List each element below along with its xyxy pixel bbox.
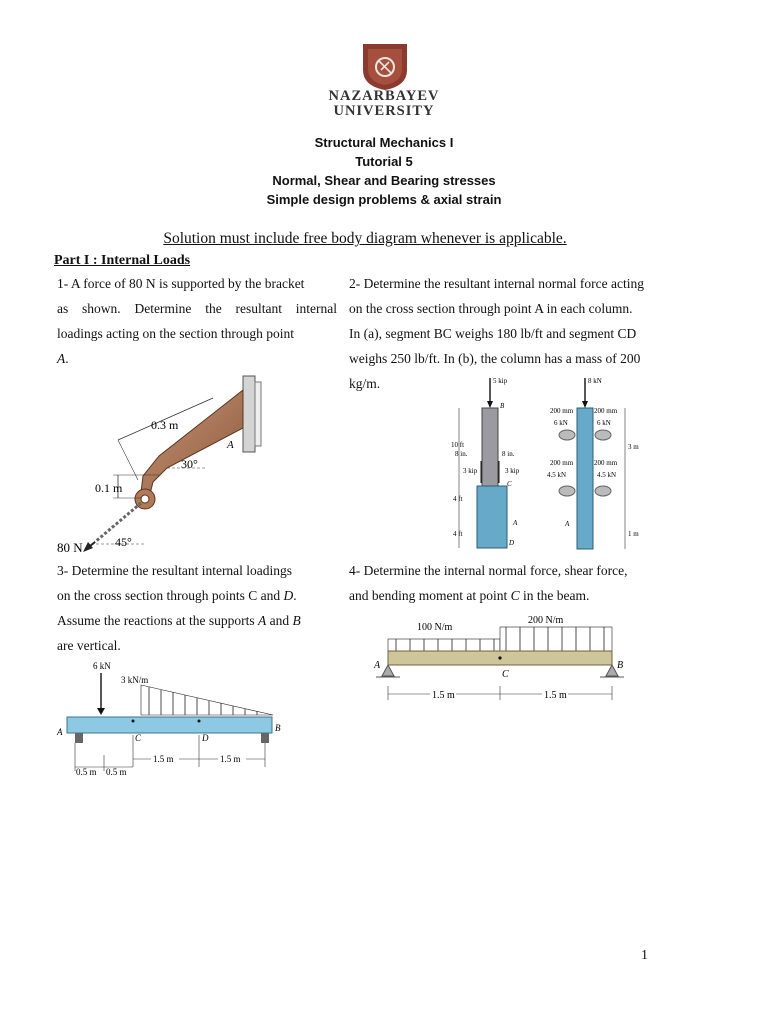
point-a-label: A — [227, 439, 234, 451]
dim-s1-label: 0.5 m — [76, 767, 97, 777]
subtopic-title: Simple design problems & axial strain — [266, 192, 502, 207]
point-d-label: D — [202, 733, 209, 743]
beam-body — [67, 717, 272, 733]
column-a-upper — [482, 408, 498, 486]
force-arrowhead — [83, 542, 93, 552]
point-c-dot — [132, 720, 135, 723]
point-c-label: C — [135, 733, 142, 743]
dim-b-d3: 200 mm — [550, 459, 574, 467]
point-c-dot — [498, 656, 501, 659]
dim-s2-label: 1.5 m — [544, 690, 567, 701]
dim-b-h2: 1 m — [628, 530, 639, 538]
problem-2-line: In (a), segment BC weighs 180 lb/ft and segment CD — [349, 326, 637, 341]
dim-a-h1: 10 ft — [451, 441, 465, 449]
angle-30-label: 30° — [181, 457, 198, 471]
dim-a-h3: 4 ft — [453, 530, 463, 538]
load-w2-block — [500, 627, 612, 651]
dist-load-label: 3 kN/m — [121, 675, 149, 685]
point-b-label: B — [500, 402, 505, 410]
dim-a-off1: 8 in. — [455, 450, 468, 458]
point-d-label: D — [509, 539, 515, 547]
problem-4-line: 4- Determine the internal normal force, shear force, — [349, 563, 628, 578]
course-title: Structural Mechanics I — [314, 135, 454, 150]
dim-s2-label: 0.5 m — [106, 767, 127, 777]
dim-s1-label: 1.5 m — [432, 690, 455, 701]
column-b — [577, 408, 593, 549]
load-b-label: 8 kN — [588, 377, 602, 385]
point-c-label: C — [502, 669, 509, 680]
wall-plate — [243, 376, 255, 452]
problem-3-period: . — [293, 588, 297, 603]
problem-4-line — [349, 583, 689, 608]
part-title: Part I : Internal Loads — [54, 253, 191, 268]
problem-1-line: as shown. Determine the resultant internal — [57, 301, 337, 316]
problem-3-text-a: on the cross section through points C and — [57, 588, 284, 603]
figure-2-columns — [447, 373, 647, 553]
dim-a-h2: 4 ft — [453, 495, 463, 503]
problem-3-and: and — [266, 613, 293, 628]
point-b-a-label: A — [565, 520, 570, 528]
dim-03-label: 0.3 m — [151, 418, 179, 432]
wall-plate-back — [255, 382, 261, 446]
point-b-label: B — [617, 660, 624, 671]
tutorial-title: Tutorial 5 — [355, 154, 413, 169]
topic-title: Normal, Shear and Bearing stresses — [272, 173, 496, 188]
problem-2-line: 2- Determine the resultant internal normal force acting — [349, 276, 645, 291]
force-label: 80 N — [57, 540, 83, 555]
support-b — [261, 733, 269, 743]
problem-2-line: on the cross section through point A in each column. — [349, 301, 633, 316]
problem-3-point-b: B — [292, 613, 301, 628]
instruction-line: Solution must include free body diagram whenever is applicable. — [163, 230, 567, 247]
bracket-b-right-2 — [595, 486, 611, 496]
point-a-label: A — [374, 660, 381, 671]
university-logo — [350, 40, 420, 92]
problem-3-text-b: Assume the reactions at the supports — [57, 613, 258, 628]
load-w1-block — [388, 639, 500, 651]
dim-b-d2: 200 mm — [594, 407, 618, 415]
point-c-label: C — [507, 480, 512, 488]
problem-3-line — [57, 583, 342, 608]
problem-1-end: . — [65, 351, 69, 366]
load-a-arrowhead — [487, 401, 493, 408]
problem-3-line — [57, 608, 342, 633]
figure-4-beam — [370, 610, 640, 705]
bracket-hole — [141, 495, 149, 503]
load-a-right: 3 kip — [505, 467, 520, 475]
dim-b-d1: 200 mm — [550, 407, 574, 415]
logo-text-line1: NAZARBAYEV — [328, 88, 440, 104]
problem-3-line: 3- Determine the resultant internal loadings — [57, 563, 293, 578]
load-a-label: 5 kip — [493, 377, 508, 385]
load-a-left: 3 kip — [463, 467, 478, 475]
point-a-label: A — [513, 519, 518, 527]
column-a-lower — [477, 486, 507, 548]
problem-3-point-d: D — [283, 588, 294, 603]
problem-3-line: are vertical. — [57, 638, 121, 653]
problem-1-line: loadings acting on the section through point — [57, 326, 294, 341]
figure-3-beam — [55, 655, 290, 785]
problem-3-point-a: A — [257, 613, 267, 628]
load-b-f4: 4.5 kN — [597, 471, 617, 479]
load-b-f1: 6 kN — [554, 419, 568, 427]
dist-load-arrows — [149, 687, 257, 715]
dim-s4-label: 1.5 m — [220, 754, 241, 764]
dim-b-h1: 3 m — [628, 443, 639, 451]
point-b-label: B — [275, 723, 281, 733]
point-a-label: A — [57, 727, 63, 737]
figure-1-bracket — [55, 372, 280, 557]
problem-3-text — [57, 558, 342, 658]
problem-4-text — [349, 558, 689, 608]
load-b-f2: 6 kN — [597, 419, 611, 427]
logo-text-line2: UNIVERSITY — [333, 103, 435, 119]
dim-a-off2: 8 in. — [502, 450, 515, 458]
problem-1-line-last — [57, 346, 337, 371]
problem-1-text — [57, 271, 337, 371]
problem-4-point-c: C — [510, 588, 520, 603]
problem-4-text-a: and bending moment at point — [349, 588, 511, 603]
load-w2-label: 200 N/m — [528, 615, 564, 626]
load-w1-label: 100 N/m — [417, 622, 453, 633]
load-b-f3: 4.5 kN — [547, 471, 567, 479]
force-arrowhead — [97, 708, 105, 715]
bracket-b-left-2 — [559, 486, 575, 496]
problem-4-text-b: in the beam. — [519, 588, 590, 603]
page-number: 1 — [641, 948, 648, 963]
support-a — [382, 665, 394, 676]
load-b-arrowhead — [582, 401, 588, 408]
dim-ext — [118, 440, 138, 480]
dim-01-label: 0.1 m — [95, 481, 123, 495]
problem-2-line: weighs 250 lb/ft. In (b), the column has a mass of 200 — [349, 351, 641, 366]
bracket-b-right — [595, 430, 611, 440]
problem-1-point: A — [57, 351, 66, 366]
logo-emblem-icon — [350, 40, 420, 92]
problem-2-line: kg/m. — [349, 376, 381, 391]
angle-45-label: 45° — [115, 535, 132, 549]
support-a — [75, 733, 83, 743]
bracket-b-left — [559, 430, 575, 440]
force-label: 6 kN — [93, 661, 111, 671]
problem-1-line: 1- A force of 80 N is supported by the bracket — [57, 276, 305, 291]
dim-b-d4: 200 mm — [594, 459, 618, 467]
dim-s3-label: 1.5 m — [153, 754, 174, 764]
point-d-dot — [198, 720, 201, 723]
